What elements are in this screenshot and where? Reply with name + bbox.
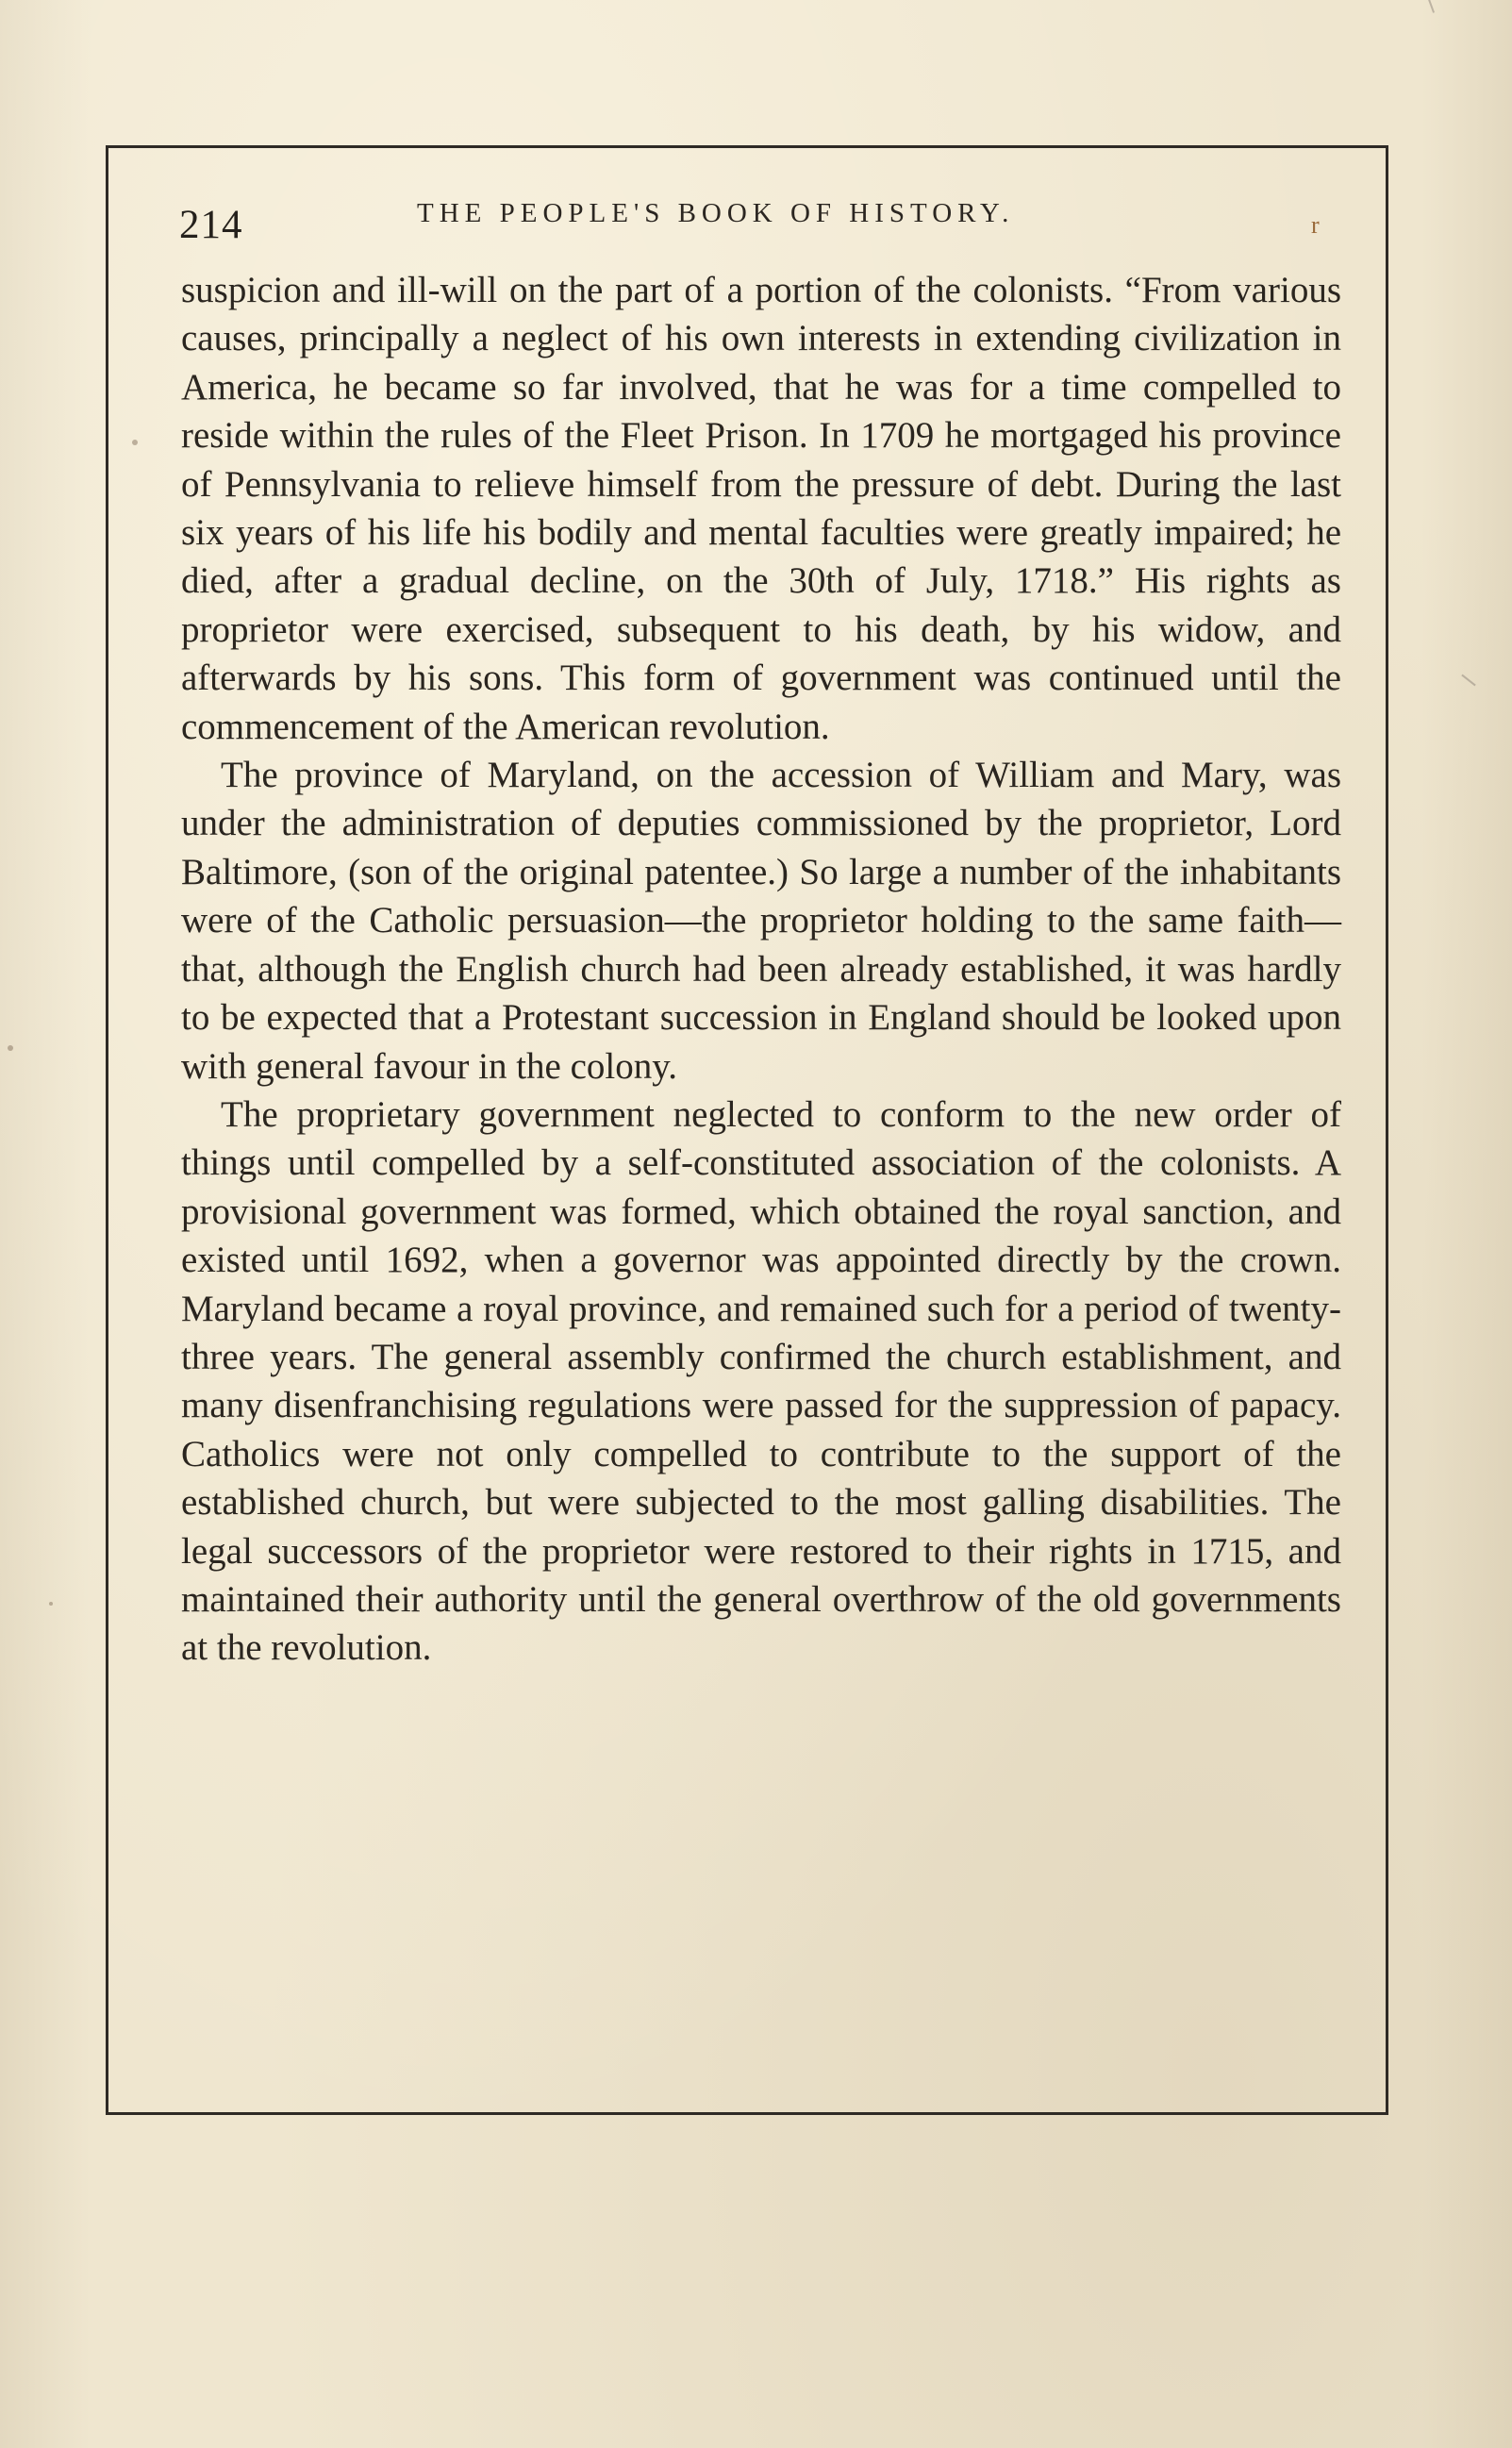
printer-mark: r — [1311, 211, 1320, 239]
body-text — [181, 266, 1341, 1673]
running-header — [179, 189, 1344, 245]
paragraph-2: The province of Maryland, on the accession of William and Mary, was under the administration of deputies commissioned by the proprietor, Lord Baltimore, (son of the original patentee.) So large a number of the inhabitants were of the Catholic persuasion—the proprietor holding to the same faith—that, although the English church had been already established, it was hardly to be expected that a Protestant succession in England should be looked upon with general favour in the colony. — [181, 755, 1341, 1087]
paper-speck — [49, 1602, 53, 1606]
paragraph-1: suspicion and ill-will on the part of a portion of the colonists. “From various causes, principally a neglect of his own interests in extending civilization in America, he became so far involved, that he was for a time compelled to reside within the rules of the Fleet Prison. In 1709 he mortgaged his province of Pennsylvania to relieve himself from the pressure of debt. During the last six years of his life his bodily and mental faculties were greatly impaired; he died, after a gradual decline, on the 30th of July, 1718.” His rights as proprietor were exercised, subsequent to his death, by his widow, and afterwards by his sons. This form of government was continued until the commencement of the American revolution. — [181, 270, 1341, 747]
paragraph-3: The proprietary government neglected to conform to the new order of things until compelled by a self-constituted association of the colonists. A provisional government was formed, which obtained the royal sanction, and existed until 1692, when a governor was appointed directly by the crown. Maryland became a royal province, and remained such for a period of twenty-three years. The general assembly confirmed the church establishment, and many disenfranchising regulations were passed for the suppression of papacy. Catholics were not only compelled to contribute to the support of the established church, but were subjected to the most galling disabilities. The legal successors of the proprietor were restored to their rights in 1715, and maintained their authority until the general overthrow of the old governments at the revolution. — [181, 1093, 1341, 1669]
paper-mark — [1427, 0, 1435, 13]
running-title: THE PEOPLE'S BOOK OF HISTORY. — [417, 198, 1015, 228]
paper-speck — [8, 1045, 13, 1051]
paper-speck — [132, 440, 138, 445]
paper-mark — [1461, 674, 1475, 687]
page-number: 214 — [179, 203, 243, 247]
